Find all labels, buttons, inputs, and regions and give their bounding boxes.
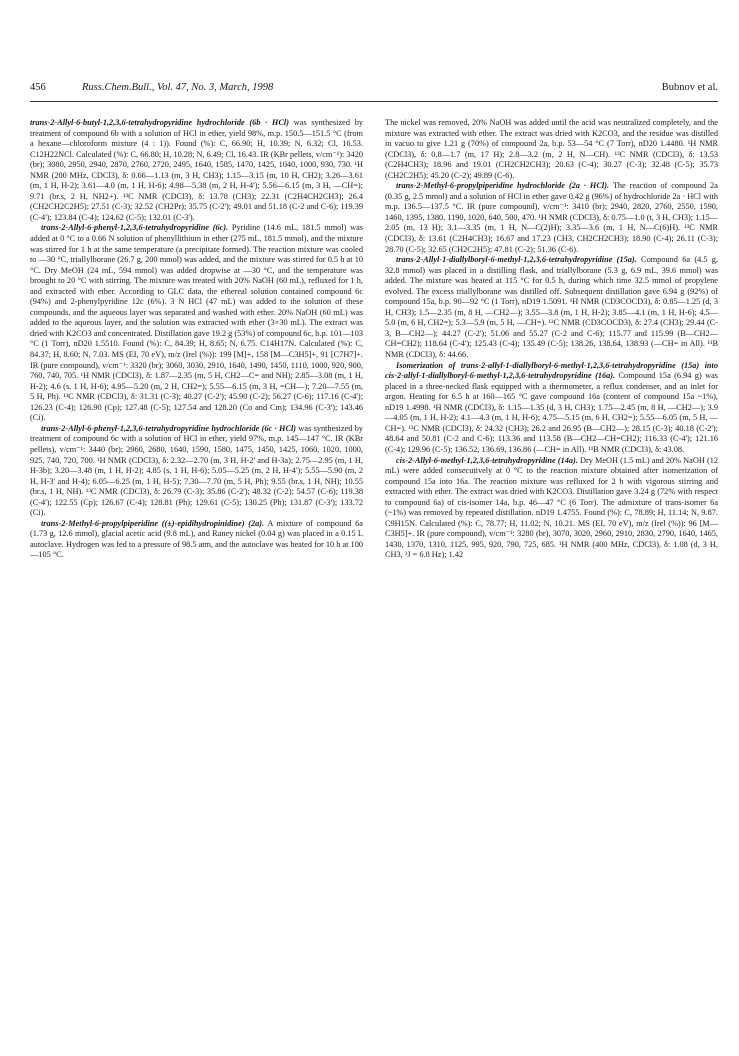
running-author: Bubnov et al. xyxy=(661,82,718,93)
paragraph-heading: trans-2-Allyl-1-diallylboryl-6-methyl-1,2,3,6-tetrahydropyridine (15a). xyxy=(396,255,637,265)
paragraph-heading: trans-2-Allyl-6-phenyl-1,2,3,6-tetrahydropyridine (6c). xyxy=(41,223,229,233)
paragraph xyxy=(30,118,363,223)
paragraph-text: was synthesized by treatment of compound 6b with a solution of HCl in ether, yield 98%, m.p. 150.5—151.5 °C (from a hexane—chloroform mixture (4 : 1)). Found (%): C, 66.90; H, 10.39; N, 6.32; Cl, 16.53. C12H22NCl. Calculated (%): C, 66.80; H, 10.28; N, 6.49; Cl, 16.43. IR (KBr pellets, v/cm⁻¹): 3420 (br); 3080, 2950, 2940, 2870, 2760, 2720, 2495, 1640, 1585, 1470, 1425, 1040, 1000, 930, 730. ¹H NMR (200 MHz, CDCl3), δ: 0.66—1.13 (m, 3 H, CH3); 1.15—3.15 (m, 10 H, CH2); 3.26—3.61 (m, 1 H, H-2); 3.61—4.0 (m, 1 H, H-6); 4.98—5.38 (m, 2 H, H-4'); 5.56—6.15 (m, 3 H, —CH=); 9.71 (br.s, 2 H, NH2+). ¹³C NMR (CDCl3), δ: 13.78 (CH3); 22.31 (C2H4CH2CH3); 26.4 (CH2CH2C2H5); 27.51 (C-3); 32.52 (CH2Pr); 35.75 (C-2'); 49.01 and 51.18 (C-2 and C-6); 119.39 (C-4'); 123.84 (C-4); 124.62 (C-5); 132.01 (C-3'). xyxy=(30,118,363,222)
paragraph xyxy=(385,255,718,360)
paragraph-text: Dry MeOH (1.5 mL) and 20% NaOH (12 mL) were added consecutively at 0 °C to the reaction mixture obtained after isomerization of compound 15a into 16a. The reaction mixture was refluxed for 2 h with vigorous stirring and extracted with ether. The extract was dried with K2CO3. Distillation gave 3.24 g (72% with respect to compound 6a) of cis-isomer 14a, b.p. 46—47 °C (6 Torr). The admixture of trans-isomer 6a (~1%) was removed by repeated distillation. nD19 1.4755. Found (%): C, 78.89; H, 11.14; N, 9.87. C9H15N. Calculated (%): C, 78.77; H, 11.02; N, 10.21. MS (EI, 70 eV), m/z (Irel (%)): 96 [M—C3H5]+. IR (pure compound), v/cm⁻¹: 3280 (br), 3070, 3020, 2960, 2910, 2830, 2790, 1640, 1465, 1430, 1370, 1310, 1125, 995, 920, 790, 725, 685. ¹H NMR (400 MHz, CDCl3), δ: 1.08 (d, 3 H, CH3, ³J = 6.8 Hz); 1.42 xyxy=(385,455,718,560)
paragraph-text: Compound 15a (6.94 g) was placed in a three-necked flask equipped with a thermometer, a reflux condenser, and an inlet for argon. Heating for 6.5 h at 160—165 °C gave compound 16a (content of compound 15a ~1%), nD19 1.4998. ¹H NMR (CDCl3), δ: 1.15—1.35 (d, 3 H, CH3); 1.75—2.45 (m, 8 H, —CH2—); 3.9—4.05 (m, 1 H, H-2); 4.1—4.3 (m, 1 H, H-6); 4.75—5.15 (m, 6 H, CH2=); 5.55—6.05 (m, 5 H, —CH=). ¹³C NMR (CDCl3), δ: 24.32 (CH3); 26.2 and 26.95 (B—CH2—); 28.15 (C-3); 40.18 (C-2'); 48.64 and 50.81 (C-2 and C-6); 113.36 and 113.58 (B—CH2—CH=CH2); 116.33 (C-4'); 121.16 (C-4); 129.96 (C-5); 136.52, 136.69, 136.86 (—CH= in All). ¹¹B NMR (CDCl3), δ: 43.08. xyxy=(385,371,718,454)
paragraph-heading: trans-2-Methyl-6-propylpiperidine hydrochloride (2a · HCl). xyxy=(396,181,610,191)
left-column xyxy=(30,118,363,1036)
journal-citation: Russ.Chem.Bull., Vol. 47, No. 3, March, 1998 xyxy=(82,82,274,93)
page-number: 456 xyxy=(30,82,46,93)
paragraph-heading: Isomerization of trans-2-allyl-1-diallylboryl-6-methyl-1,2,3,6-tetrahydropyridine (15a) into cis-2-allyl-1-diallylboryl-6-methyl-1,2,3,6-tetrahydropyridine (16a). xyxy=(385,360,718,381)
paragraph xyxy=(385,361,718,456)
paragraph xyxy=(30,424,363,519)
paragraph-heading: cis-2-Allyl-6-methyl-1,2,3,6-tetrahydropyridine (14a). xyxy=(396,455,578,465)
paragraph-heading: trans-2-Allyl-6-butyl-1,2,3,6-tetrahydropyridine hydrochloride (6b · HCl) xyxy=(30,118,289,127)
paragraph xyxy=(385,181,718,255)
paragraph-text: Compound 6a (4.5 g, 32.8 mmol) was placed in a distilling flask, and triallylborane (5.3 g, 6.9 mL, 39.6 mmol) was added. The mixture was heated at 115 °C for 0.5 h, during which time 32.5 mmol of propylene evolved. The excess triallylborane was distilled off. Subsequent distillation gave 6.94 g (92%) of compound 15a, b.p. 90—92 °C (1 Torr), nD19 1.5091. ¹H NMR (CD3COCD3), δ: 0.85—1.25 (d, 3 H, CH3); 1.5—2.35 (m, 8 H, —CH2—); 3.55—3.8 (m, 1 H, H-2); 3.85—4.1 (m, 1 H, H-6); 4.5—5.0 (m, 6 H, CH2=); 5.3—5.9 (m, 5 H, —CH=). ¹³C NMR (CD3COCD3), δ: 27.4 (CH3); 29.44 (C-3, B—CH2—); 44.27 (C-2'); 51.06 and 55.27 (C-2 and C-6); 115.77 and 115.99 (B—CH2—CH=CH2); 118.64 (C-4'); 125.43 (C-4); 135.49 (C-5); 138.26, 138.64, 138.93 (—CH= in All). ¹¹B NMR (CDCl3), δ: 44.66. xyxy=(385,255,718,360)
paragraph-heading: trans-2-Methyl-6-propylpiperidine ((±)-epidihydropinidine) (2a). xyxy=(41,518,265,528)
paragraph xyxy=(30,223,363,423)
paragraph-text: was synthesized by treatment of compound 6c with a solution of HCl in ether, yield 97%, m.p. 145—147 °C. IR (KBr pellets), v/cm⁻¹: 3440 (br); 2960, 2680, 1640, 1590, 1580, 1475, 1450, 1425, 1060, 1020, 1000, 925, 740, 720, 700. ¹H NMR (CDCl3), δ: 2.32—2.70 (m, 3 H, H-2' and H-3a); 2.75—2.95 (m, 1 H, H-3b); 3.20—3.48 (m, 1 H, H-2); 4.85 (s, 1 H, H-6); 5.05—5.25 (m, 2 H, H-4'); 5.55—5.90 (m, 2 H, H-3' and H-4); 6.05—6.25 (m, 1 H, H-5); 7.30—7.70 (m, 5 H, Ph); 9.55 (br.s, 1 H, NH); 10.55 (br.s, 1 H, NH). ¹³C NMR (CDCl3), δ: 26.79 (C-3); 35.86 (C-2'); 48.32 (C-2); 54.57 (C-6); 119.38 (C-4'); 122.55 (Cp); 126.67 (C-4); 128.81 (Ph); 129.61 (C-5); 130.25 (Ph); 131.87 (C-3'); 133.72 (Ci). xyxy=(30,423,363,518)
paragraph-text: A mixture of compound 6a (1.73 g, 12.6 mmol), glacial acetic acid (9.8 mL), and Raney nickel (0.04 g) was placed in a 0.15 L autoclave. Hydrogen was fed to a pressure of 98.5 atm, and the autoclave was heated for 10 h at 100—105 °C. xyxy=(30,518,363,560)
right-column xyxy=(385,118,718,1036)
paragraph xyxy=(30,519,363,561)
paragraph xyxy=(385,118,718,181)
paragraph-text: The reaction of compound 2a (0.35 g, 2.5 mmol) and a solution of HCl in ether gave 0.42 g (96%) of hydrochloride 2a · HCl with m.p. 136.5—137.5 °C. IR (pure compound), v/cm⁻¹: 3410 (br); 2940, 2820, 2760, 2550, 1590, 1460, 1395, 1380, 1190, 1020, 640, 500, 470. ¹H NMR (CDCl3), δ: 0.75—1.0 (t, 3 H, CH3); 1.15—2.05 (m, 13 H); 3.1—3.35 (m, 1 H, N—C(2)H); 3.35—3.6 (m, 1 H, N—C(6)H). ¹³C NMR (CDCl3), δ: 13.61 (C2H4CH3); 16.67 and 17.23 (CH3, CH2CH2CH3); 18.90 (C-4); 26.11 (C-3); 28.70 (C-5); 32.65 (CH2C2H5); 47.81 (C-2); 51.36 (C-6). xyxy=(385,181,718,254)
paragraph-text: Pyridine (14.6 mL, 181.5 mmol) was added at 0 °C to a 0.66 N solution of phenyllithium in ether (275 mL, 181.5 mmol), and the mixture was stirred for 1 h at the same temperature (a precipitate formed). The reaction mixture was cooled to —30 °C, triallylborane (26.7 g, 200 mmol) was added, and the mixture was stirred for 0.5 h at 10 °C. Dry MeOH (24 mL, 594 mmol) was added dropwise at —30 °C, and the temperature was brought to 20 °C with stirring. The mixture was treated with 20% NaOH (60 mL), refluxed for 1 h, and extracted with ether. According to GLC data, the ethereal solution contained compound 6c (94%) and 2-phenylpyridine 12c (6%). 3 N HCl (47 mL) was added to the solution of these compounds, and the aqueous layer was separated and washed with ether. 20% NaOH (60 mL) was added to the aqueous layer, and the solution was extracted with ether (3×30 mL). The extract was dried with K2CO3 and concentrated. Distillation gave 19.2 g (53%) of compound 6c, b.p. 101—103 °C (1 Torr), nD20 1.5510. Found (%): C, 84.39; H, 8.65; N, 6.75. C14H17N. Calculated (%): C, 84.37; H, 8.60; N, 7.03. MS (EI, 70 eV), m/z (Irel (%)): 199 [M]+, 158 [M—C3H5]+, 91 [C7H7]+. IR (pure compound), v/cm⁻¹: 3320 (br); 3060, 3030, 2910, 1640, 1490, 1450, 1110, 1000, 920, 900, 760, 740, 705. ¹H NMR (CDCl3), δ: 1.87—2.35 (m, 5 H, CH2—C= and NH); 2.85—3.08 (m, 1 H, H-2); 4.6 (s, 1 H, H-6); 4.95—5.20 (m, 2 H, CH2=); 5.55—6.15 (m, 3 H, =CH—); 7.20—7.55 (m, 5 H, Ph). ¹³C NMR (CDCl3), δ: 31.31 (C-3); 40.27 (C-2'); 45.90 (C-2); 56.27 (C-6); 117.16 (C-4'); 126.23 (C-4); 126.90 (Cp); 127.48 (C-5); 127.54 and 128.20 (Co and Cm); 134.96 (C-3'); 143.46 (Ci). xyxy=(30,223,363,423)
paragraph-heading: trans-2-Allyl-6-phenyl-1,2,3,6-tetrahydropyridine hydrochloride (6c · HCl) xyxy=(41,423,297,433)
header-rule xyxy=(30,101,718,102)
paragraph-text: The nickel was removed, 20% NaOH was added until the acid was neutralized completely, and the mixture was extracted with ether. The extract was dried with K2CO3, and the residue was distilled in vacuo to give 1.21 g (70%) of compound 2a, b.p. 53—54 °C (7 Torr), nD20 1.4480. ¹H NMR (CDCl3), δ: 0.8—1.7 (m, 17 H); 2.8—3.2 (m, 2 H, N—CH). ¹³C NMR (CDCl3), δ: 13.53 (C2H4CH3); 18.96 and 19.01 (CH2CH2CH3); 20.63 (C-4); 30.27 (C-3); 32.48 (C-5); 35.73 (CH2C2H5); 45.20 (C-2); 49.89 (C-6). xyxy=(385,118,718,180)
paragraph xyxy=(385,456,718,561)
running-header xyxy=(30,80,718,98)
